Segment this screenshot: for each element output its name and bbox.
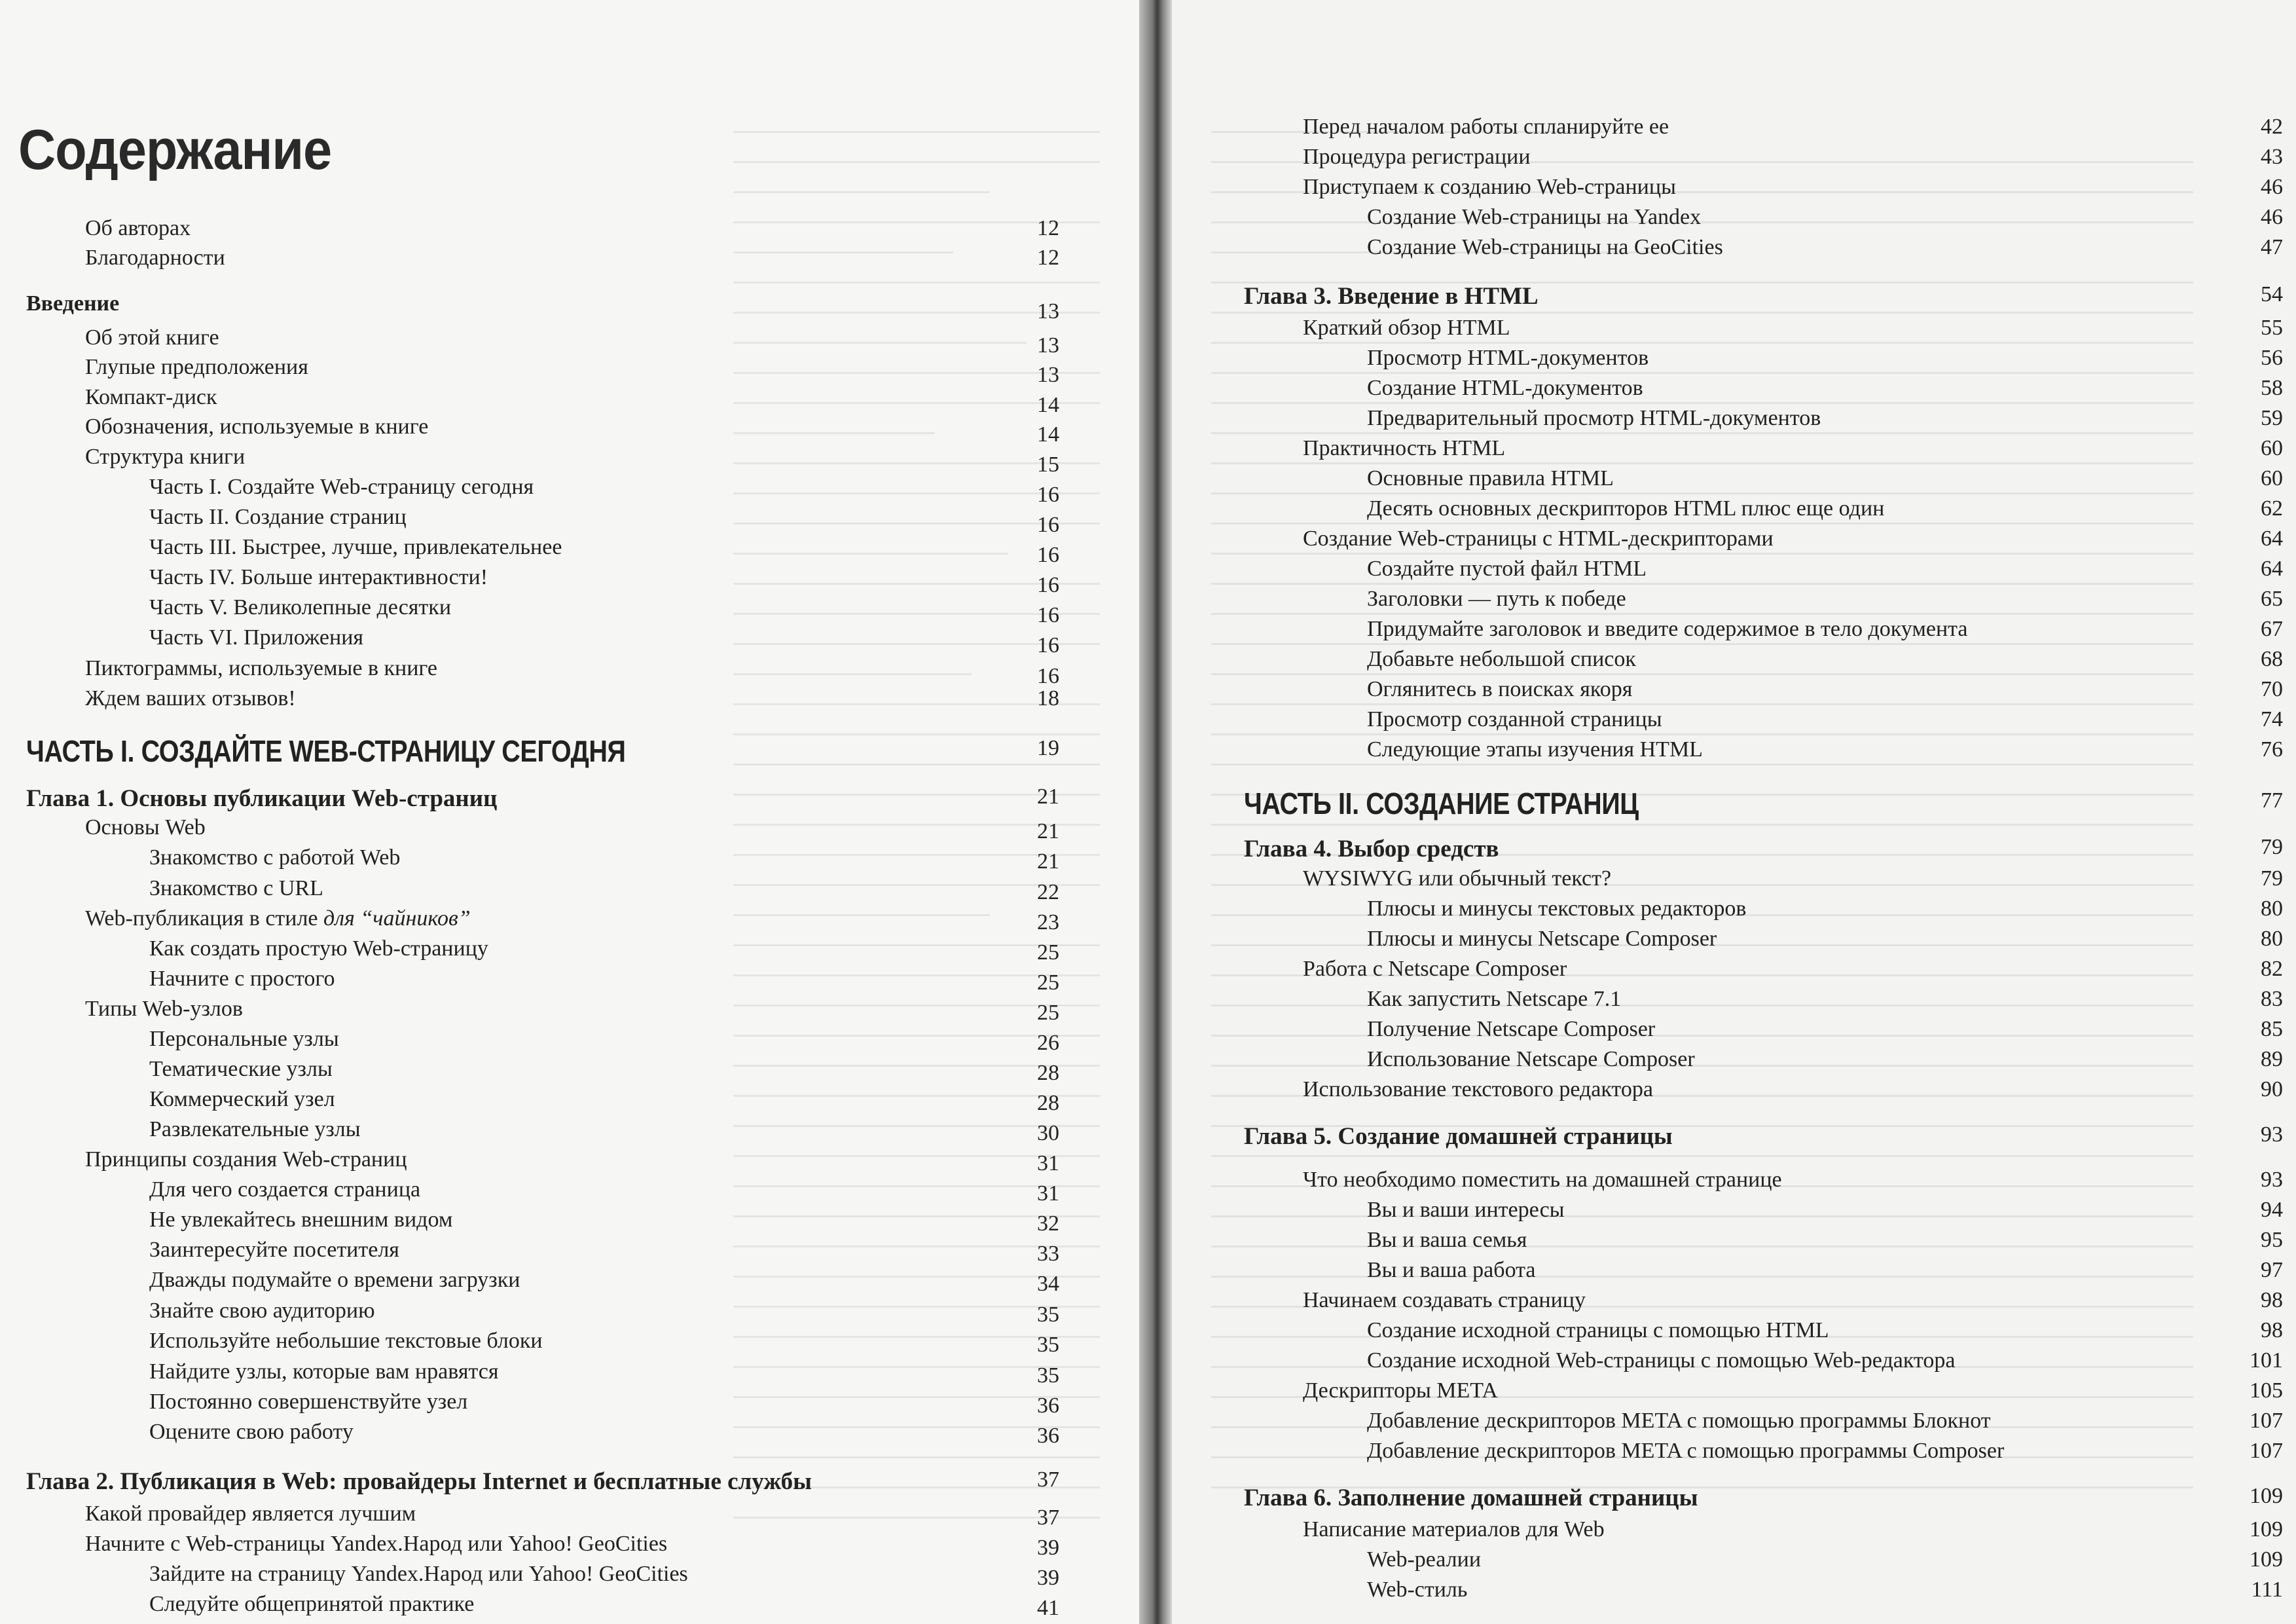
toc-entry-title: Основы Web xyxy=(85,815,206,840)
toc-entry-page: 107 xyxy=(2250,1439,2283,1463)
toc-entry-title: Пиктограммы, используемые в книге xyxy=(85,656,438,680)
toc-entry-page: 70 xyxy=(2261,677,2283,701)
toc-entry-title-wrap xyxy=(85,906,471,931)
toc-entry-page: 74 xyxy=(2261,707,2283,731)
toc-entry-page: 41 xyxy=(1037,1596,1059,1620)
toc-entry-title: Создание исходной Web-страницы с помощью Web-редактора xyxy=(1367,1348,1956,1373)
toc-entry-title: Глава 6. Заполнение домашней страницы xyxy=(1244,1485,1698,1511)
toc-entry-page: 16 xyxy=(1037,543,1059,567)
toc-entry-page: 16 xyxy=(1037,573,1059,597)
toc-entry-title: Часть VI. Приложения xyxy=(149,625,364,650)
toc-entry-page: 39 xyxy=(1037,1566,1059,1590)
toc-entry-page: 79 xyxy=(2261,866,2283,891)
toc-entry-title: Создание Web-страницы на Yandex xyxy=(1367,205,1702,229)
toc-entry-page: 54 xyxy=(2261,282,2283,306)
toc-entry-title: Ждем ваших отзывов! xyxy=(85,686,296,710)
toc-entry-page: 42 xyxy=(2261,115,2283,139)
toc-entry-page: 19 xyxy=(1037,736,1059,760)
toc-entry-page: 31 xyxy=(1037,1151,1059,1175)
toc-entry-page: 59 xyxy=(2261,406,2283,430)
toc-entry-title: Web-публикация в стиле xyxy=(85,906,324,931)
toc-entry-title: Глава 5. Создание домашней страницы xyxy=(1244,1123,1673,1150)
toc-entry-page: 83 xyxy=(2261,987,2283,1011)
toc-entry-title: Следуйте общепринятой практике xyxy=(149,1592,475,1616)
toc-entry-title: Начинаем создавать страницу xyxy=(1303,1288,1586,1312)
toc-entry-page: 36 xyxy=(1037,1393,1059,1418)
toc-entry-title: Глава 3. Введение в HTML xyxy=(1244,283,1539,310)
toc-entry-title: Добавление дескрипторов META с помощью программы Блокнот xyxy=(1367,1409,1991,1433)
toc-entry-title: Глава 4. Выбор средств xyxy=(1244,836,1499,862)
toc-entry-title: Придумайте заголовок и введите содержимое в тело документа xyxy=(1367,617,1968,641)
toc-entry-title: Просмотр HTML-документов xyxy=(1367,346,1649,370)
toc-entry-title: Знакомство с URL xyxy=(149,876,323,900)
toc-entry-page: 12 xyxy=(1037,216,1059,240)
toc-entry-title: Персональные узлы xyxy=(149,1027,339,1051)
toc-entry-title: Заголовки — путь к победе xyxy=(1367,587,1626,611)
toc-entry-page: 12 xyxy=(1037,246,1059,270)
toc-entry-title: Глава 2. Публикация в Web: провайдеры Internet и бесплатные службы xyxy=(26,1468,812,1495)
toc-entry-title: Как создать простую Web-страницу xyxy=(149,936,488,961)
toc-entry-title: Часть V. Великолепные десятки xyxy=(149,595,452,619)
bleed-through xyxy=(1211,131,2193,1598)
toc-entry-page: 93 xyxy=(2261,1122,2283,1147)
toc-entry-title: Часть I. Создайте Web-страницу сегодня xyxy=(149,475,534,499)
toc-entry-title: Что необходимо поместить на домашней странице xyxy=(1303,1168,1782,1192)
toc-entry-title: Зайдите на страницу Yandex.Народ или Yahoo! GeoCities xyxy=(149,1562,688,1586)
toc-entry-title: Использование Netscape Composer xyxy=(1367,1047,1695,1071)
toc-entry-page: 80 xyxy=(2261,927,2283,951)
toc-entry-page: 25 xyxy=(1037,1001,1059,1025)
toc-entry-page: 109 xyxy=(2250,1484,2283,1508)
toc-entry-page: 13 xyxy=(1037,363,1059,387)
toc-entry-page: 35 xyxy=(1037,1363,1059,1388)
toc-entry-page: 62 xyxy=(2261,496,2283,521)
toc-entry-title: Создайте пустой файл HTML xyxy=(1367,557,1647,581)
toc-entry-page: 37 xyxy=(1037,1467,1059,1492)
toc-entry-title: Плюсы и минусы текстовых редакторов xyxy=(1367,896,1747,921)
toc-entry-page: 14 xyxy=(1037,393,1059,417)
toc-entry-title: Начните с простого xyxy=(149,967,335,991)
toc-entry-page: 43 xyxy=(2261,145,2283,169)
toc-entry-page: 65 xyxy=(2261,587,2283,611)
toc-entry-title: Оглянитесь в поисках якоря xyxy=(1367,677,1633,701)
toc-entry-title: Компакт-диск xyxy=(85,385,217,409)
toc-entry-title: Краткий обзор HTML xyxy=(1303,316,1510,340)
toc-entry-title: Работа с Netscape Composer xyxy=(1303,957,1567,981)
toc-entry-title: Создание Web-страницы на GeoCities xyxy=(1367,235,1723,259)
toc-entry-page: 64 xyxy=(2261,526,2283,551)
toc-entry-page: 16 xyxy=(1037,483,1059,507)
toc-entry-title: Дважды подумайте о времени загрузки xyxy=(149,1268,520,1292)
toc-entry-page: 95 xyxy=(2261,1228,2283,1252)
toc-entry-title: Web-стиль xyxy=(1367,1578,1468,1602)
toc-entry-page: 76 xyxy=(2261,737,2283,762)
toc-entry-title: Найдите узлы, которые вам нравятся xyxy=(149,1359,499,1384)
toc-entry-page: 36 xyxy=(1037,1424,1059,1448)
toc-entry-page: 105 xyxy=(2250,1378,2283,1403)
toc-entry-title: Предварительный просмотр HTML-документов xyxy=(1367,406,1821,430)
toc-entry-page: 85 xyxy=(2261,1017,2283,1041)
book-spine xyxy=(1139,0,1172,1624)
toc-entry-page: 13 xyxy=(1037,299,1059,323)
toc-entry-page: 64 xyxy=(2261,557,2283,581)
toc-entry-title: Коммерческий узел xyxy=(149,1087,335,1111)
toc-entry-page: 55 xyxy=(2261,316,2283,340)
toc-entry-title: Создание исходной страницы с помощью HTML xyxy=(1367,1318,1829,1342)
toc-entry-page: 56 xyxy=(2261,346,2283,370)
toc-entry-page: 46 xyxy=(2261,175,2283,199)
toc-entry-title: Используйте небольшие текстовые блоки xyxy=(149,1329,543,1353)
toc-entry-page: 33 xyxy=(1037,1242,1059,1266)
toc-entry-title: Добавьте небольшой список xyxy=(1367,647,1636,671)
toc-entry-title: Написание материалов для Web xyxy=(1303,1517,1605,1541)
toc-entry-page: 58 xyxy=(2261,376,2283,400)
toc-entry-page: 93 xyxy=(2261,1168,2283,1192)
toc-entry-title: Глупые предположения xyxy=(85,355,308,379)
toc-entry-title: Для чего создается страница xyxy=(149,1177,421,1202)
toc-entry-page: 98 xyxy=(2261,1288,2283,1312)
toc-entry-page: 109 xyxy=(2250,1517,2283,1541)
toc-entry-title: Вы и ваша семья xyxy=(1367,1228,1527,1252)
toc-entry-title: Десять основных дескрипторов HTML плюс еще один xyxy=(1367,496,1885,521)
toc-entry-page: 28 xyxy=(1037,1061,1059,1085)
toc-entry-page: 14 xyxy=(1037,422,1059,447)
toc-entry-title: Обозначения, используемые в книге xyxy=(85,415,429,439)
toc-entry-page: 15 xyxy=(1037,452,1059,477)
toc-entry-title: WYSIWYG или обычный текст? xyxy=(1303,866,1612,891)
toc-entry-title: Типы Web-узлов xyxy=(85,997,243,1021)
toc-entry-page: 16 xyxy=(1037,664,1059,688)
toc-entry-page: 80 xyxy=(2261,896,2283,921)
toc-entry-title: Об этой книге xyxy=(85,325,219,350)
toc-entry-page: 21 xyxy=(1037,784,1059,809)
toc-entry-page: 101 xyxy=(2250,1348,2283,1373)
toc-entry-page: 25 xyxy=(1037,940,1059,965)
toc-entry-page: 16 xyxy=(1037,603,1059,627)
toc-entry-title: Дескрипторы META xyxy=(1303,1378,1498,1403)
toc-entry-title: Web-реалии xyxy=(1367,1547,1482,1572)
toc-entry-title: Часть IV. Больше интерактивности! xyxy=(149,565,488,589)
right-page xyxy=(1172,0,2296,1624)
toc-entry-page: 94 xyxy=(2261,1198,2283,1222)
toc-entry-page: 37 xyxy=(1037,1505,1059,1530)
toc-entry-title: Перед началом работы спланируйте ее xyxy=(1303,115,1669,139)
toc-entry-page: 32 xyxy=(1037,1211,1059,1236)
toc-entry-page: 21 xyxy=(1037,819,1059,843)
toc-entry-title: Тематические узлы xyxy=(149,1057,333,1081)
toc-entry-page: 79 xyxy=(2261,835,2283,859)
toc-entry-title: Знакомство с работой Web xyxy=(149,845,401,870)
toc-entry-title-italic: для “чайников” xyxy=(323,906,471,931)
toc-entry-page: 109 xyxy=(2250,1547,2283,1572)
toc-entry-title: Создание HTML-документов xyxy=(1367,376,1643,400)
toc-entry-title: Структура книги xyxy=(85,445,246,469)
toc-entry-title: Получение Netscape Composer xyxy=(1367,1017,1656,1041)
toc-entry-page: 82 xyxy=(2261,957,2283,981)
toc-entry-page: 68 xyxy=(2261,647,2283,671)
toc-entry-title: Глава 1. Основы публикации Web-страниц xyxy=(26,785,498,812)
toc-entry-page: 30 xyxy=(1037,1121,1059,1145)
toc-entry-title: Приступаем к созданию Web-страницы xyxy=(1303,175,1676,199)
toc-entry-title: Развлекательные узлы xyxy=(149,1117,361,1141)
toc-entry-page: 35 xyxy=(1037,1333,1059,1357)
toc-entry-page: 47 xyxy=(2261,235,2283,259)
toc-entry-title: Знайте свою аудиторию xyxy=(149,1299,375,1323)
toc-entry-page: 111 xyxy=(2251,1578,2283,1602)
toc-entry-page: 60 xyxy=(2261,436,2283,460)
toc-entry-title: Принципы создания Web-страниц xyxy=(85,1147,407,1172)
toc-entry-title: Вы и ваши интересы xyxy=(1367,1198,1565,1222)
left-page xyxy=(0,0,1139,1624)
toc-entry-page: 13 xyxy=(1037,333,1059,358)
toc-entry-page: 90 xyxy=(2261,1077,2283,1101)
toc-entry-title: Использование текстового редактора xyxy=(1303,1077,1653,1101)
toc-entry-title: Создание Web-страницы с HTML-дескрипторами xyxy=(1303,526,1774,551)
toc-entry-page: 107 xyxy=(2250,1409,2283,1433)
toc-entry-page: 60 xyxy=(2261,466,2283,490)
toc-entry-title: Как запустить Netscape 7.1 xyxy=(1367,987,1622,1011)
toc-entry-page: 16 xyxy=(1037,513,1059,537)
toc-entry-page: 67 xyxy=(2261,617,2283,641)
toc-entry-page: 98 xyxy=(2261,1318,2283,1342)
toc-entry-page: 35 xyxy=(1037,1302,1059,1327)
page-title: Содержание xyxy=(18,119,332,181)
toc-entry-page: 18 xyxy=(1037,686,1059,710)
toc-entry-title: ЧАСТЬ II. СОЗДАНИЕ СТРАНИЦ xyxy=(1244,786,1639,821)
toc-entry-title: Процедура регистрации xyxy=(1303,145,1531,169)
toc-entry-title: Часть II. Создание страниц xyxy=(149,505,407,529)
toc-entry-title: Плюсы и минусы Netscape Composer xyxy=(1367,927,1717,951)
toc-entry-page: 77 xyxy=(2261,788,2283,813)
toc-entry-page: 28 xyxy=(1037,1091,1059,1115)
toc-entry-title: Практичность HTML xyxy=(1303,436,1506,460)
toc-entry-title: ЧАСТЬ I. СОЗДАЙТЕ WEB-СТРАНИЦУ СЕГОДНЯ xyxy=(26,734,626,768)
toc-entry-title: Начните с Web-страницы Yandex.Народ или Yahoo! GeoCities xyxy=(85,1532,668,1556)
toc-entry-title: Оцените свою работу xyxy=(149,1420,354,1444)
toc-entry-title: Какой провайдер является лучшим xyxy=(85,1502,416,1526)
toc-entry-title: Заинтересуйте посетителя xyxy=(149,1238,399,1262)
toc-entry-page: 21 xyxy=(1037,849,1059,874)
toc-entry-title: Часть III. Быстрее, лучше, привлекательнее xyxy=(149,535,562,559)
toc-entry-title: Благодарности xyxy=(85,246,225,270)
toc-entry-page: 39 xyxy=(1037,1536,1059,1560)
toc-entry-page: 97 xyxy=(2261,1258,2283,1282)
toc-entry-page: 31 xyxy=(1037,1181,1059,1206)
toc-entry-page: 25 xyxy=(1037,970,1059,995)
toc-entry-page: 46 xyxy=(2261,205,2283,229)
toc-entry-title: Добавление дескрипторов META с помощью программы Composer xyxy=(1367,1439,2005,1463)
toc-entry-title: Введение xyxy=(26,291,120,316)
toc-entry-page: 89 xyxy=(2261,1047,2283,1071)
toc-entry-title: Вы и ваша работа xyxy=(1367,1258,1536,1282)
toc-entry-page: 23 xyxy=(1037,910,1059,934)
toc-entry-title: Основные правила HTML xyxy=(1367,466,1614,490)
toc-entry-title: Об авторах xyxy=(85,216,191,240)
toc-entry-title: Постоянно совершенствуйте узел xyxy=(149,1390,468,1414)
toc-entry-page: 22 xyxy=(1037,880,1059,904)
toc-entry-page: 26 xyxy=(1037,1031,1059,1055)
toc-entry-title: Не увлекайтесь внешним видом xyxy=(149,1208,453,1232)
toc-entry-title: Следующие этапы изучения HTML xyxy=(1367,737,1703,762)
toc-entry-page: 34 xyxy=(1037,1272,1059,1296)
toc-entry-page: 16 xyxy=(1037,633,1059,657)
toc-entry-title: Просмотр созданной страницы xyxy=(1367,707,1662,731)
